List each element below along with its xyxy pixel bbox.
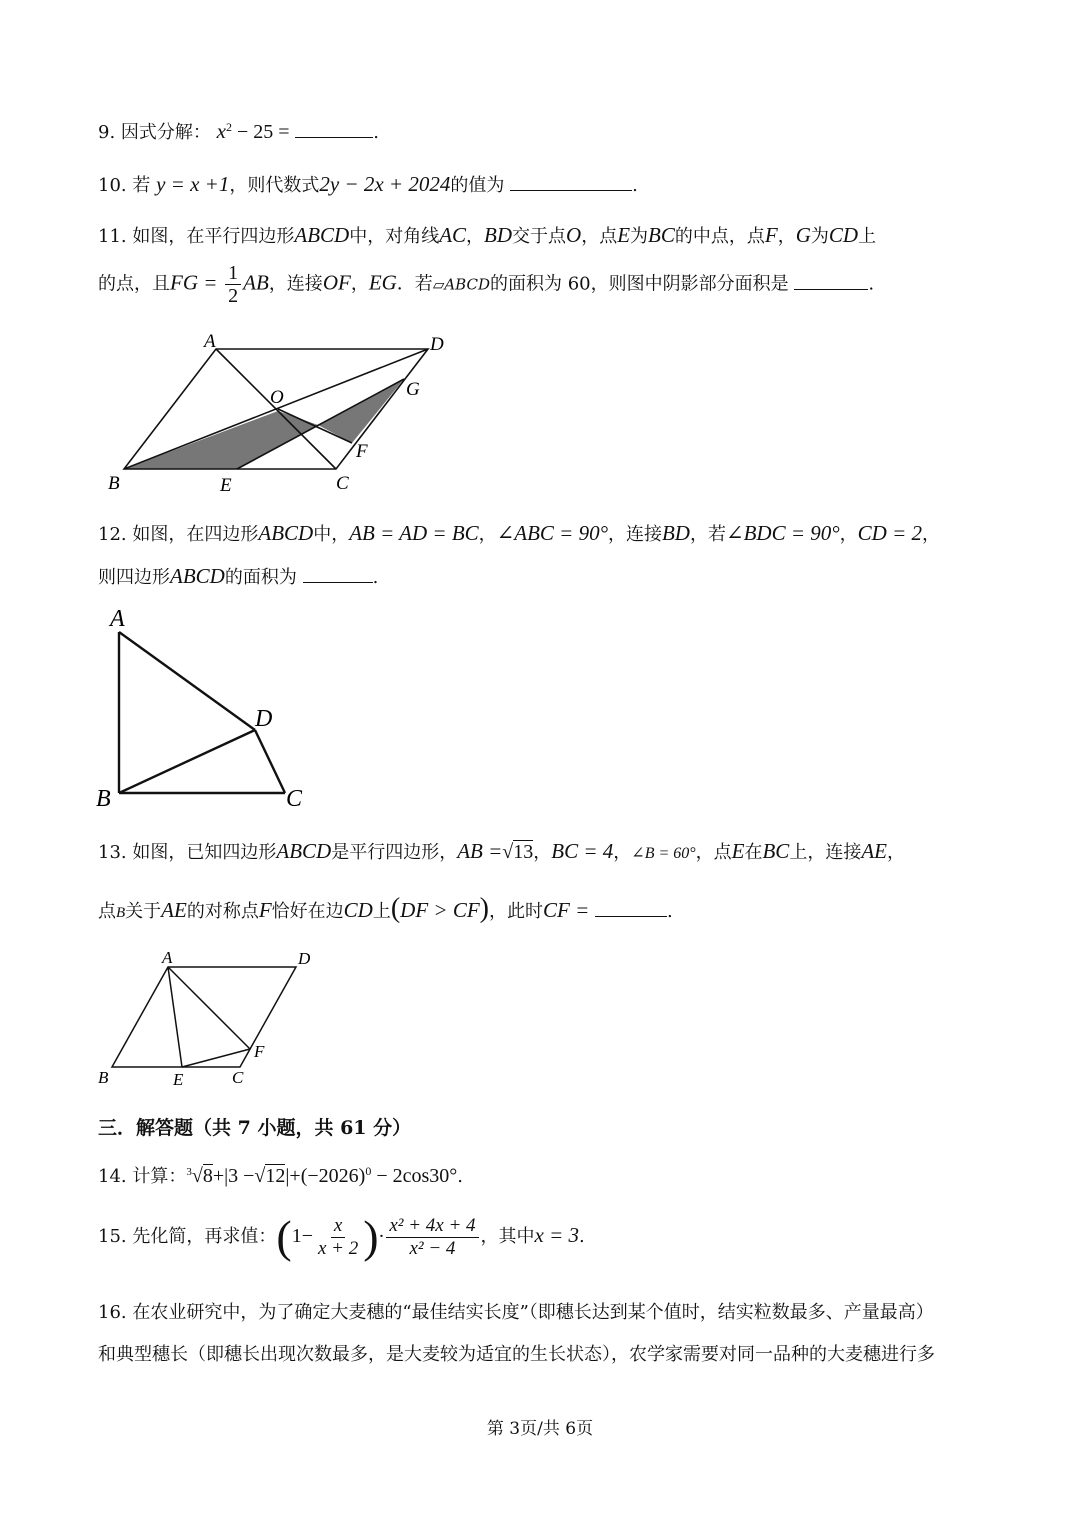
figure-13 [92, 945, 332, 1090]
question-16-line-2: 和典型穗长（即穗长出现次数最多，是大麦较为适宜的生长状态），农学家需要对同一品种的大麦穗进行多 [98, 1344, 935, 1365]
label-c: C [232, 1068, 244, 1087]
label-a: A [204, 331, 216, 352]
question-10: 10. 若 y = x +1，则代数式2y − 2x + 2024的值为 . [98, 172, 638, 196]
side-ad [119, 632, 255, 730]
question-11-line-2: 的点，且FG = $\frac{1}{2}$ AB，连接OF，EG．若▱ABCD的面积为 60，则图中阴影部分面积是 . [98, 262, 875, 307]
label-b: B [108, 473, 120, 494]
label-e: E [173, 1070, 184, 1089]
parallelogram-abcd [112, 967, 296, 1067]
question-12-line-2: 则四边形ABCD的面积为 . [98, 564, 379, 588]
label-e: E [220, 475, 232, 496]
answer-blank [794, 288, 868, 290]
segment-ef [182, 1049, 250, 1067]
label-c: C [286, 786, 303, 812]
fraction-2: $\frac{\text{x² + 4x + 4}}{\text{x² − 4}}$ [386, 1215, 478, 1260]
answer-blank [303, 581, 373, 583]
section-heading: 三．解答题（共 7 小题，共 61 分） [98, 1117, 412, 1139]
answer-blank [295, 136, 373, 138]
figure-12 [92, 600, 352, 815]
segment-af [168, 967, 250, 1049]
label-d: D [430, 334, 444, 355]
question-13-line-2: 点B关于AE的对称点F恰好在边CD上(DF > CF)，此时CF = . [98, 893, 673, 924]
segment-ae [168, 967, 182, 1067]
label-b: B [96, 786, 111, 812]
question-12: 12. 如图，在四边形ABCD中，AB = AD = BC，∠ABC = 90°，连接BD，若∠BDC = 90°，CD = 2， [98, 521, 940, 545]
question-13: 13. 如图，已知四边形ABCD是平行四边形，AB =√13，BC = 4，∠B = 60°，点E在BC上，连接AE， [98, 839, 905, 863]
label-f: F [254, 1042, 265, 1061]
side-dc [255, 730, 285, 793]
page-footer: 第 3页/共 6页 [486, 1419, 594, 1439]
question-16: 16. 在农业研究中，为了确定大麦穗的“最佳结实长度”（即穗长达到某个值时，结实粒数最多、产量最高） [98, 1302, 934, 1323]
label-c: C [336, 473, 349, 494]
answer-blank [595, 915, 667, 917]
label-a: A [110, 606, 125, 632]
question-14: 14. 计算：$^3√8+|3 -√12|+(-2026)^0 - 2\cos 30^\circ$. [98, 1164, 463, 1187]
question-11: 11. 如图，在平行四边形ABCD中，对角线AC，BD交于点O，点E为BC的中点，点F，G为CD上 [98, 223, 877, 247]
fraction-one-half: $\frac{1}{2}$ [225, 262, 241, 307]
label-d: D [255, 706, 273, 732]
label-b: B [98, 1068, 109, 1087]
label-d: D [298, 949, 311, 968]
question-9: 9. 因式分解： $x^2 - 25$ = . [98, 119, 380, 143]
label-f: F [356, 441, 368, 462]
sqrt-sign: √ [502, 841, 514, 863]
label-g: G [406, 379, 420, 400]
label-a: A [162, 948, 173, 967]
question-15: 15. 先化简，再求值：(1− $\frac{x}{x + 2}$ )· $\frac{\text{x² + 4x + 4}}{\text{x² − 4}}$ ，其中x = 3. [98, 1211, 585, 1262]
figure-11 [100, 325, 460, 500]
diagonal-bd [119, 730, 255, 793]
fraction-1: $\frac{x}{x + 2}$ [317, 1214, 359, 1259]
question-number: 9. [98, 122, 116, 143]
answer-blank [510, 189, 632, 191]
label-o: O [270, 387, 284, 408]
